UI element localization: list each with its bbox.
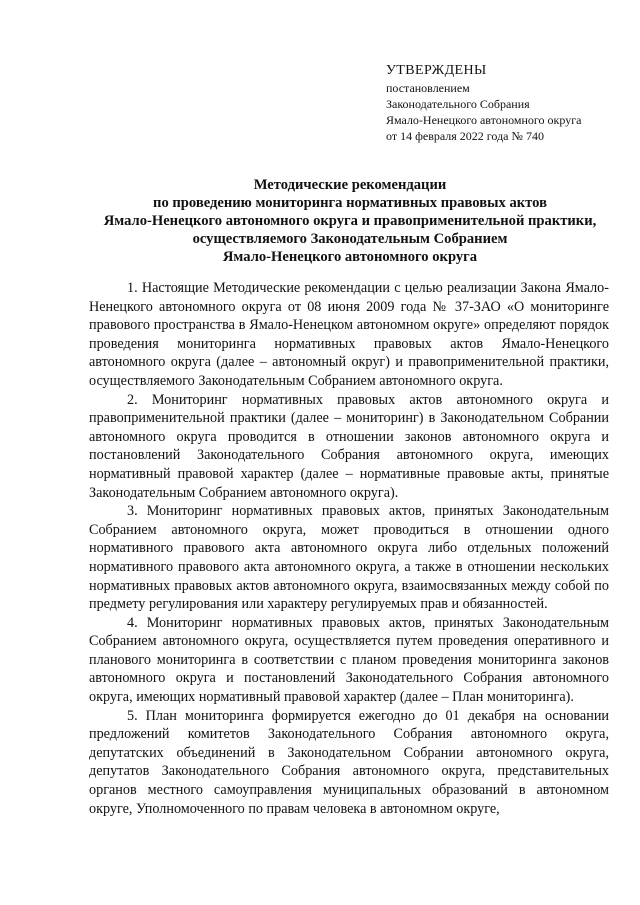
document-body — [89, 279, 609, 818]
approved-title: УТВЕРЖДЕНЫ — [386, 63, 487, 78]
title-line-3: Ямало-Ненецкого автономного округа и правоприменительной практики, — [103, 213, 597, 229]
title-line-5: Ямало-Ненецкого автономного округа — [222, 249, 478, 265]
paragraph-5: 5. План мониторинга формируется ежегодно до 01 декабря на основании предложений комитетов Законодательного Собрания автономного округа, депутатских объединений в Законодательном Собрании автономного округа, депутатов Законодательного Собрания автономного округа, представительных органов местного самоуправления муниципальных образований в автономном округе, Уполномоченного по правам человека в автономном округе, — [89, 707, 609, 817]
paragraph-4: 4. Мониторинг нормативных правовых актов, принятых Законодательным Собранием автономного округа, осуществляется путем проведения оперативного и планового мониторинга в соответствии с планом проведения мониторинга законов автономного округа и постановлений Законодательного Собрания автономного округа, имеющих нормативный правовой характер (далее – План мониторинга). — [89, 614, 609, 706]
paragraph-2: 2. Мониторинг нормативных правовых актов автономного округа и правоприменительной практики (далее – мониторинг) в Законодательном Собрании автономного округа проводится в отношении законов автономного округа и постановлений Законодательного Собрания автономного округа, имеющих нормативный правовой характер (далее – нормативные правовые акты, принятые Законодательным Собранием автономного округа). — [89, 391, 609, 501]
approval-line-assembly: Законодательного Собрания — [386, 97, 530, 111]
paragraph-3: 3. Мониторинг нормативных правовых актов, принятых Законодательным Собранием автономного округа, может проводиться в отношении одного нормативного правового акта автономного округа либо отдельных положений нормативного правового акта автономного округа, а также в отношении нескольких нормативных правовых актов автономного округа, взаимосвязанных между собой по предмету регулирования или характеру регулируемых прав и обязанностей. — [89, 503, 609, 613]
paragraph-1: 1. Настоящие Методические рекомендации с целью реализации Закона Ямало-Ненецкого автономного округа от 08 июня 2009 года № 37-ЗАО «О мониторинге правового пространства в Ямало-Ненецком автономном округе» определяют порядок проведения мониторинга нормативных правовых актов Ямало-Ненецкого автономного округа (далее – автономный округ) и правоприменительной практики, осуществляемого Законодательным Собранием автономного округа. — [89, 280, 609, 389]
approval-line-resolution: постановлением — [386, 81, 470, 95]
approval-stamp-block — [386, 62, 636, 144]
approval-line-region: Ямало-Ненецкого автономного округа — [386, 113, 582, 127]
document-title — [60, 176, 640, 266]
title-line-1: Методические рекомендации — [253, 177, 447, 193]
title-line-4: осуществляемого Законодательным Собранием — [192, 231, 508, 247]
approval-line-date: от 14 февраля 2022 года № 740 — [386, 129, 544, 143]
title-line-2: по проведению мониторинга нормативных правовых актов — [153, 195, 547, 211]
